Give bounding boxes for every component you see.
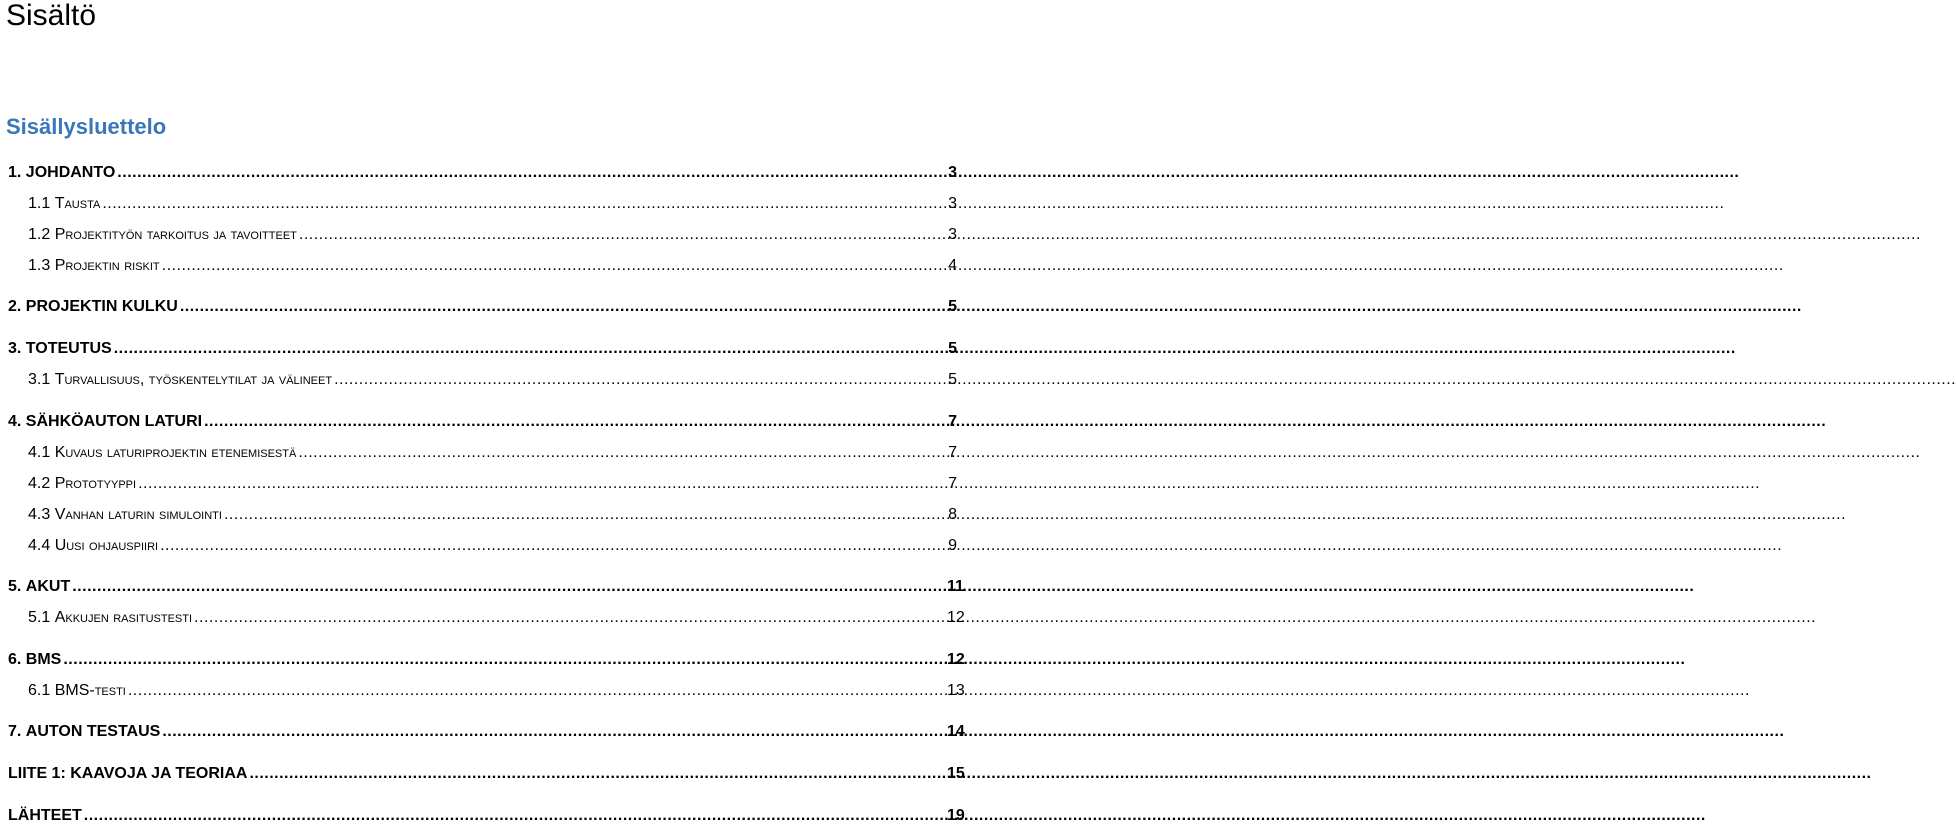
toc-subentry[interactable] [28,255,957,277]
toc-entry-label: SÄHKÖAUTON LATURI [25,413,203,430]
toc-page-number: 9 [948,537,957,554]
toc-subentry[interactable] [28,193,957,215]
toc-page-number: 3 [948,226,957,243]
dot-leader [334,369,945,391]
toc-entry-number: 6.1 [28,682,55,699]
toc-page-number: 13 [947,682,965,699]
toc-entry-number: 5.1 [28,609,55,626]
toc-page-number: 14 [947,723,965,740]
toc-page-number: 5 [948,298,957,315]
dot-leader [249,763,945,785]
toc-subentry[interactable] [28,504,957,526]
toc-heading: Sisällysluettelo [6,114,167,139]
toc-entry-label: Tausta [54,195,101,212]
toc-entry[interactable] [8,411,957,433]
toc-entry-label: Projektin riskit [54,257,160,274]
dot-leader [102,193,945,215]
toc-page-number: 12 [947,651,965,668]
toc-entry-label: Kuvaus laturiprojektin etenemisestä [54,444,297,461]
toc-page-number: 5 [948,340,957,357]
toc-entry[interactable] [8,721,965,743]
toc-subentry[interactable] [28,535,957,557]
dot-leader [117,162,945,184]
toc-entry[interactable] [8,649,965,671]
toc-subentry[interactable] [28,607,965,629]
toc-entry[interactable] [8,805,965,827]
toc-entry-label: BMS-testi [54,682,126,699]
toc-entry[interactable] [8,338,957,360]
toc-entry-label: Uusi ohjauspiiri [54,537,159,554]
toc-page-number: 5 [948,371,957,388]
toc-entry-label: TOTEUTUS [25,340,112,357]
toc-entry-label: PROJEKTIN KULKU [25,298,178,315]
toc-subentry[interactable] [28,680,965,702]
toc-entry[interactable] [8,296,957,318]
dot-leader [204,411,945,433]
dot-leader [162,255,945,277]
toc-entry-number: 1.3 [28,257,55,274]
toc-page-number: 7 [948,444,957,461]
page-title: Sisältö [6,0,97,32]
toc-entry-number: 4.2 [28,475,55,492]
toc-entry-number: 3. [8,340,26,357]
toc-entry-number: 6. [8,651,26,668]
toc-page-number: 19 [947,807,965,824]
toc-subentry[interactable] [28,224,957,246]
toc-subentry[interactable] [28,369,957,391]
toc-entry-label: AUTON TESTAUS [25,723,161,740]
toc-entry-label: BMS [25,651,62,668]
toc-entry-number: 1. [8,164,26,181]
toc-entry-label: Turvallisuus, työskentelytilat ja välineet [54,371,333,388]
dot-leader [160,535,945,557]
toc-entry-number: 7. [8,723,26,740]
dot-leader [72,576,945,598]
toc-entry[interactable] [8,763,965,785]
toc-entry[interactable] [8,576,964,598]
dot-leader [180,296,945,318]
dot-leader [162,721,945,743]
toc-entry-label: Projektityön tarkoitus ja tavoitteet [54,226,297,243]
toc-entry-label: AKUT [25,578,71,595]
dot-leader [63,649,945,671]
toc-page-number: 7 [948,413,957,430]
dot-leader [128,680,945,702]
toc-entry-label: LIITE 1: KAAVOJA JA TEORIAA [8,765,248,782]
toc-subentry[interactable] [28,442,957,464]
toc-entry-number: 4.3 [28,506,55,523]
toc-page-number: 8 [948,506,957,523]
toc-entry-label: Vanhan laturin simulointi [54,506,222,523]
toc-entry-number: 4. [8,413,26,430]
toc-page-number: 3 [948,164,957,181]
toc-page-number: 15 [947,765,965,782]
toc-subentry[interactable] [28,473,957,495]
toc-entry-number: 4.4 [28,537,55,554]
toc-entry-label: JOHDANTO [25,164,116,181]
toc-entry-number: 1.1 [28,195,55,212]
toc-entry-label: Akkujen rasitustesti [54,609,193,626]
toc-page-number: 7 [948,475,957,492]
toc-page-number: 3 [948,195,957,212]
toc-entry-number: 5. [8,578,26,595]
toc-entry[interactable] [8,162,957,184]
toc-list [0,0,965,827]
toc-page-number: 11 [947,578,964,595]
toc-page-number: 4 [948,257,957,274]
toc-entry-number: 2. [8,298,26,315]
dot-leader [224,504,945,526]
toc-entry-number: 3.1 [28,371,55,388]
toc-page-number: 12 [947,609,965,626]
dot-leader [299,224,945,246]
toc-entry-label: Prototyyppi [54,475,137,492]
dot-leader [194,607,945,629]
toc-entry-label: LÄHTEET [8,807,82,824]
dot-leader [114,338,945,360]
toc-entry-number: 1.2 [28,226,55,243]
toc-entry-number: 4.1 [28,444,55,461]
dot-leader [84,805,945,827]
dot-leader [298,442,945,464]
dot-leader [138,473,945,495]
